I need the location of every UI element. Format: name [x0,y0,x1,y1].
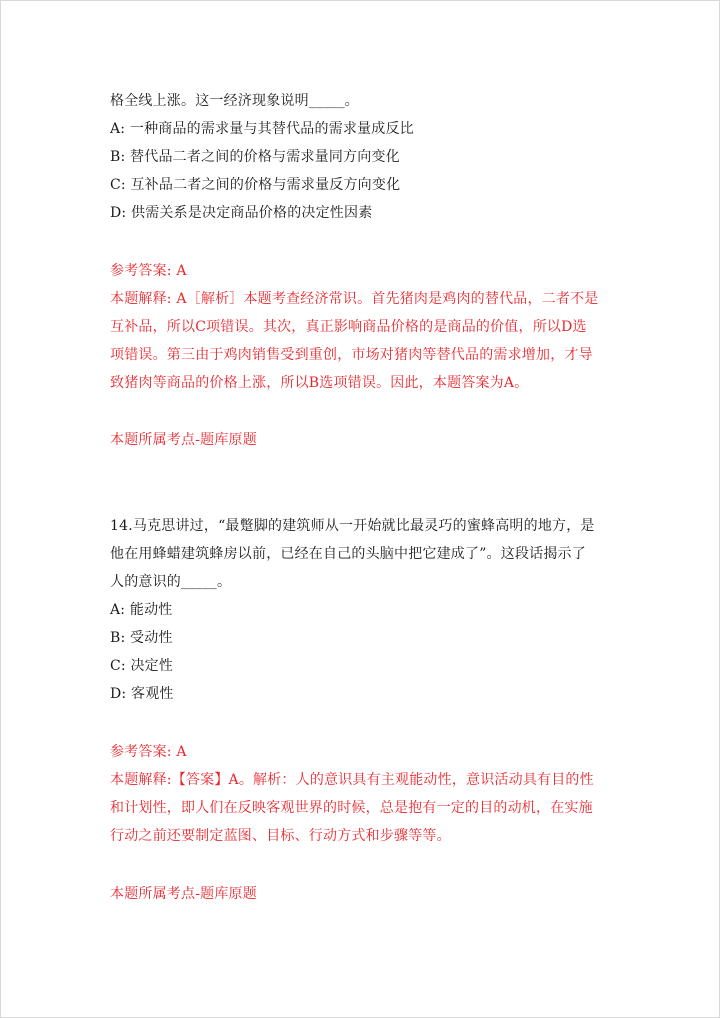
stem-line: 14.马克思讲过，“最蹩脚的建筑师从一开始就比最灵巧的蜜蜂高明的地方，是 [110,518,595,534]
option-a: A: 能动性 [110,602,173,618]
explanation-line: 互补品，所以C项错误。其次，真正影响商品价格的是商品的价值，所以D选 [110,319,587,335]
source-note: 本题所属考点-题库原题 [110,886,257,902]
option-c: C: 决定性 [110,658,174,674]
answer: 参考答案: A [110,263,187,279]
q13-source [110,426,630,454]
explanation-line: 本题解释:【答案】A。解析：人的意识具有主观能动性，意识活动具有目的性 [110,772,594,788]
q14-source [110,880,630,908]
q14-options [110,596,630,708]
explanation-line: 行动之前还要制定蓝图、目标、行动方式和步骤等等。 [110,828,451,844]
stem-line: 格全线上涨。这一经济现象说明_____。 [110,93,359,109]
explanation-line: 项错误。第三由于鸡肉销售受到重创，市场对猪肉等替代品的需求增加，才导 [110,347,593,363]
q14-stem [110,512,630,596]
source-note: 本题所属考点-题库原题 [110,432,257,448]
stem-line: 人的意识的_____。 [110,574,232,590]
option-b: B: 替代品二者之间的价格与需求量同方向变化 [110,149,400,165]
option-a: A: 一种商品的需求量与其替代品的需求量成反比 [110,121,414,137]
option-b: B: 受动性 [110,630,173,646]
q13-answer-block [110,257,630,397]
explanation-line: 致猪肉等商品的价格上涨，所以B选项错误。因此，本题答案为A。 [110,375,529,391]
option-c: C: 互补品二者之间的价格与需求量反方向变化 [110,177,401,193]
option-d: D: 供需关系是决定商品价格的决定性因素 [110,205,373,221]
stem-line: 他在用蜂蜡建筑蜂房以前，已经在自己的头脑中把它建成了”。这段话揭示了 [110,546,586,562]
q13-options [110,115,630,227]
explanation-line: 和计划性，即人们在反映客观世界的时候，总是抱有一定的目的动机，在实施 [110,800,593,816]
option-d: D: 客观性 [110,686,174,702]
q14-answer-block [110,738,630,850]
explanation-line: 本题解释: A［解析］本题考查经济常识。首先猪肉是鸡肉的替代品，二者不是 [110,291,599,307]
answer: 参考答案: A [110,744,187,760]
q13-stem [110,87,630,115]
